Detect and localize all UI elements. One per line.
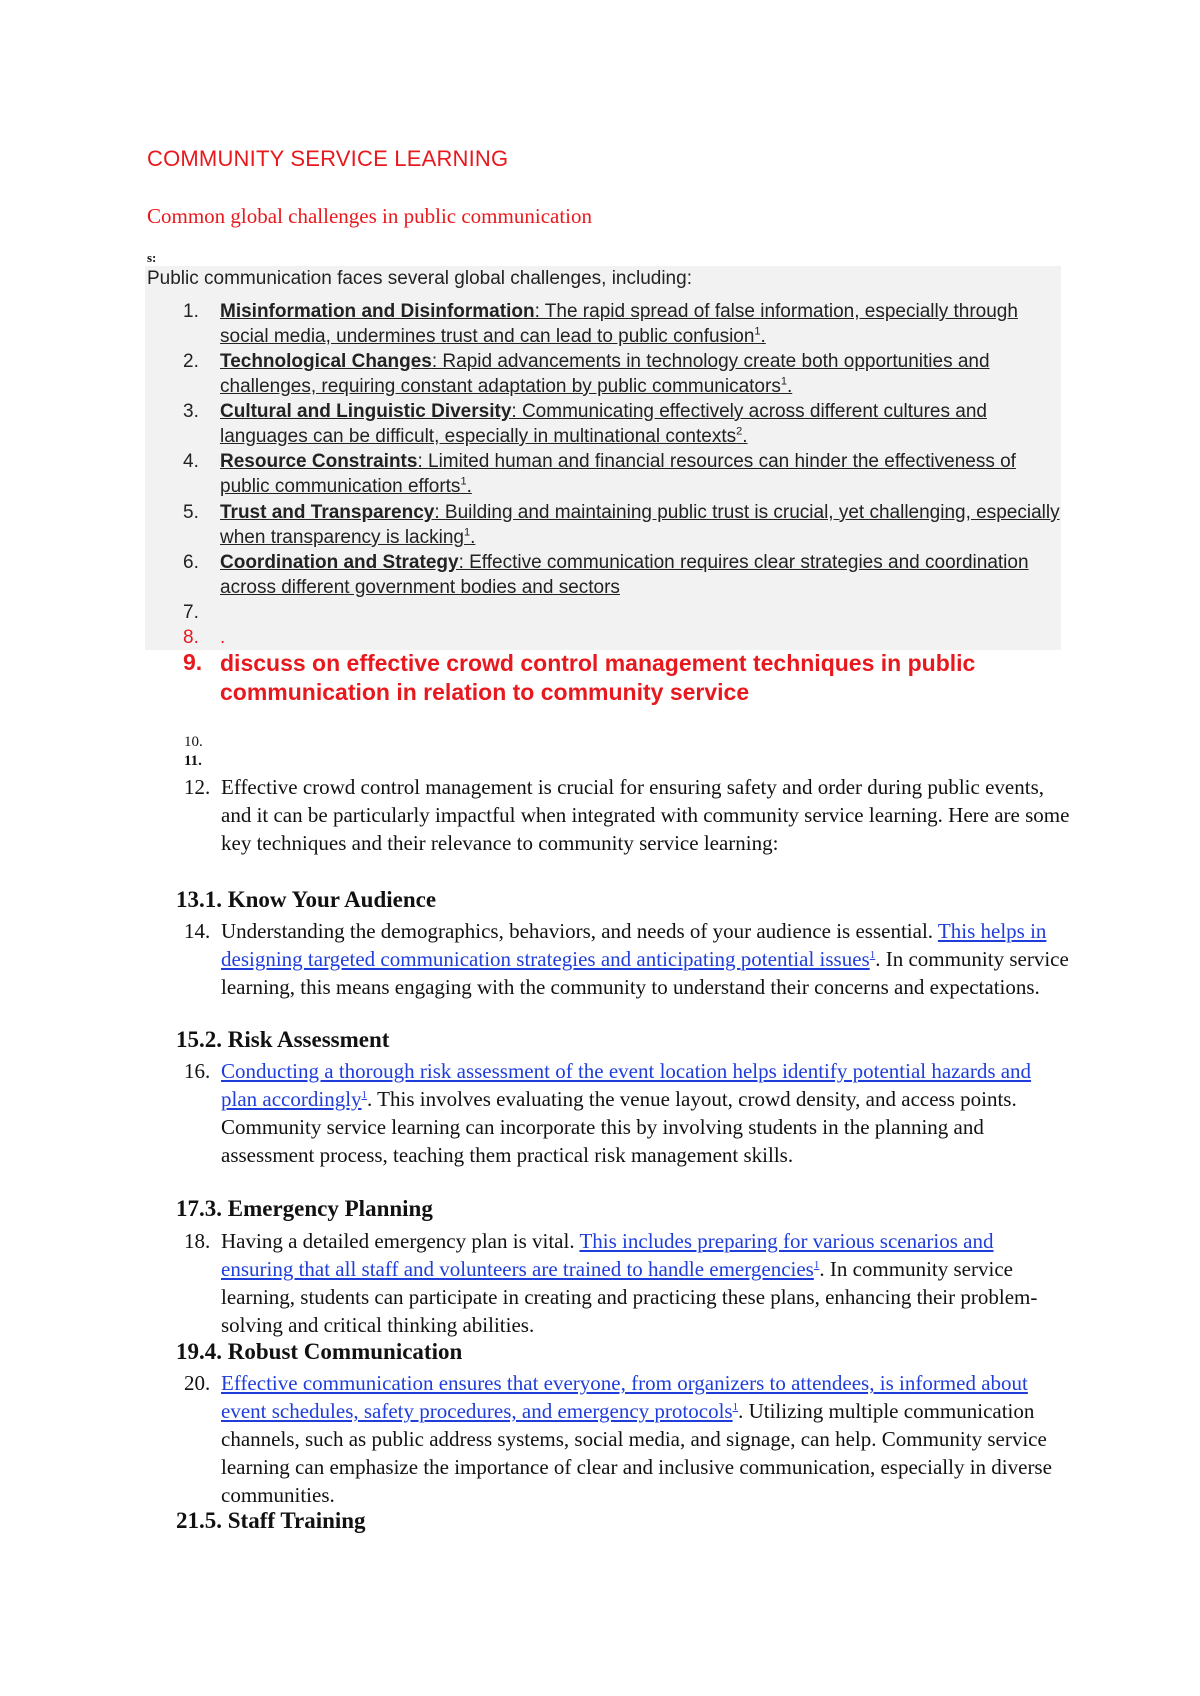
footnote-ref[interactable]: 1 (869, 949, 876, 961)
challenge-text: : The rapid spread of false information, especially through social media, undermines trust and can lead to public confusion (220, 301, 1018, 347)
paragraph-text: . This involves evaluating the venue layout, crowd density, and access points. Community service learning can incorporate this by involving students in the planning and assessment process, teaching them practical risk management skills. (221, 1087, 1017, 1167)
footnote-ref[interactable]: 1 (732, 1401, 739, 1413)
section-heading: 17.3. Emergency Planning (176, 1196, 433, 1221)
document-subtitle: Common global challenges in public communication (147, 204, 592, 228)
footnote-ref: 1 (754, 325, 761, 338)
challenge-term: Misinformation and Disinformation (220, 301, 535, 322)
challenge-term: Cultural and Linguistic Diversity (220, 401, 512, 422)
footnote-ref[interactable]: 1 (361, 1089, 368, 1101)
challenge-text: : Communicating effectively across different cultures and languages can be difficult, especially in multinational contexts (220, 401, 987, 447)
list-number: 6. (183, 552, 199, 573)
challenge-term: Trust and Transparency (220, 502, 435, 523)
footnote-ref: 1 (780, 375, 787, 388)
footnote-ref[interactable]: 1 (813, 1259, 820, 1271)
paragraph-text: Understanding the demographics, behaviors, and needs of your audience is essential. (221, 919, 938, 943)
list-number: 8. (183, 627, 199, 648)
challenge-text: : Building and maintaining public trust is crucial, yet challenging, especially when transparency is lacking (220, 502, 1060, 548)
section-heading: 19.4. Robust Communication (176, 1339, 463, 1364)
paragraph-text: Having a detailed emergency plan is vital. (221, 1229, 580, 1253)
list-number: 18. (184, 1229, 211, 1253)
list-number: 2. (183, 351, 199, 372)
section-heading: 15.2. Risk Assessment (176, 1027, 390, 1052)
footnote-ref: 1 (463, 526, 471, 539)
section-heading: 21.5. Staff Training (176, 1508, 366, 1533)
list-number: 1. (183, 301, 199, 322)
citation-link[interactable]: Conducting a thorough risk assessment of the event location helps identify potential hazards and plan accordingly (221, 1059, 1032, 1111)
paragraph-text: Effective crowd control management is crucial for ensuring safety and order during public events, and it can be particularly impactful when integrated with community service learning. Here are some key techniques and their relevance to community service learning: (221, 775, 1070, 855)
document-title: COMMUNITY SERVICE LEARNING (147, 146, 509, 171)
paragraph-text: . Utilizing multiple communication channels, such as public address systems, social media, and signage, can help. Community service learning can emphasize the importance of clear and inclusive communication, especially in diverse communities. (221, 1399, 1052, 1507)
challenge-term: Coordination and Strategy (220, 552, 459, 573)
list-number: 10. (184, 734, 203, 750)
section-heading: 13.1. Know Your Audience (176, 887, 437, 912)
challenge-text: : Rapid advancements in technology create both opportunities and challenges, requiring constant adaptation by public communicators (220, 351, 990, 397)
list-number: 16. (184, 1059, 211, 1083)
list-number: 3. (183, 401, 199, 422)
list-number: 7. (183, 602, 199, 623)
list-number: 5. (183, 502, 199, 523)
section-mark: s: (147, 250, 157, 265)
document-page: COMMUNITY SERVICE LEARNING Common global challenges in public communication s: Public communication faces several global challenges, including: 1. Misinformation and Disinformation: The rapid spread of false information, especially through social media, undermines trust and can lead to public confusion$^1$. 2. Technological Changes: Rapid advancements in technology create both opportunities and challenges, requiring constant adaptation by public communicators$^1$. 3. Cultural and Linguistic Diversity: Communicating effectively across different cultures and languages can be difficult, especially in multinational contexts$^2$. 4. Resource Constraints: Limited human and financial resources can hinder the effectiveness of public communication efforts$^1$. 5. Trust and Transparency: Building and maintaining public trust is crucial, yet challenging, especially when transparency is lacking$^1$. 6. Coordination and Strategy: Effective communication requires clear strategies and coordination across different government bodies and sectors 7. 8. . 9. discuss on effective crowd control management techniques in public communication in relation to community service 10. 11. 12. Effective crowd control management is crucial for ensuring safety and order during public events, and it can be particularly impactful when integrated with community service learning. Here are some key techniques and their relevance to community service learning: 13.1. Know Your Audience 14. Understanding the demographics, behaviors, and needs of your audience is essential. This helps in designing targeted communication strategies and anticipating potential issues$^1$. In community service learning, this means engaging with the community to understand their concerns and expectations. 15.2. Risk Assessment 16. Conducting a thorough risk assessment of the event location helps identify potential hazards and plan accordingly$^1$. This involves evaluating the venue layout, crowd density, and access points. Community service learning can incorporate this by involving students in the planning and assessment process, teaching them practical risk management skills. 17.3. Emergency Planning 18. Having a detailed emergency plan is vital. This includes preparing for various scenarios and ensuring that all staff and volunteers are trained to handle emergencies$^1$. In community service learning, students can participate in creating and practicing these plans, enhancing their problem-solving and critical thinking abilities. 19.4. Robust Communication 20. Effective communication ensures that everyone, from organizers to attendees, is informed about event schedules, safety procedures, and emergency protocols$^1$. Utilizing multiple communication channels, such as public address systems, social media, and signage, can help. Community service learning can emphasize the importance of clear and inclusive communication, especially in diverse communities. 21.5. Staff Training (147, 146, 1070, 1533)
paragraph-text: . In community service learning, students can participate in creating and practicing these plans, enhancing their problem-solving and critical thinking abilities. (221, 1257, 1038, 1337)
footnote-ref: 2 (736, 425, 743, 438)
question-heading: discuss on effective crowd control management techniques in public communication in relation to community service (220, 650, 976, 705)
question-number: 9. (183, 649, 203, 675)
citation-link[interactable]: Effective communication ensures that everyone, from organizers to attendees, is informed about event schedules, safety procedures, and emergency protocols (221, 1371, 1028, 1423)
challenges-intro: Public communication faces several global challenges, including: (147, 268, 692, 289)
challenge-term: Resource Constraints (220, 451, 418, 472)
paragraph-text: . In community service learning, this means engaging with the community to understand their concerns and expectations. (221, 947, 1069, 999)
challenge-term: Technological Changes (220, 351, 432, 372)
list-number: 14. (184, 919, 211, 943)
citation-link[interactable]: This helps in designing targeted communication strategies and anticipating potential issues (221, 919, 1047, 971)
list-number: 11. (184, 753, 202, 769)
list-number: 20. (184, 1371, 211, 1395)
citation-link[interactable]: This includes preparing for various scenarios and ensuring that all staff and volunteers are trained to handle emergencies (221, 1229, 994, 1281)
footnote-ref: 1 (460, 475, 467, 488)
challenge-text: : Effective communication requires clear strategies and coordination across different government bodies and sectors (220, 552, 1029, 598)
list-number: 12. (184, 775, 211, 799)
list-text: . (220, 627, 226, 648)
list-number: 4. (183, 451, 199, 472)
challenge-text: : Limited human and financial resources can hinder the effectiveness of public communication efforts (220, 451, 1016, 497)
